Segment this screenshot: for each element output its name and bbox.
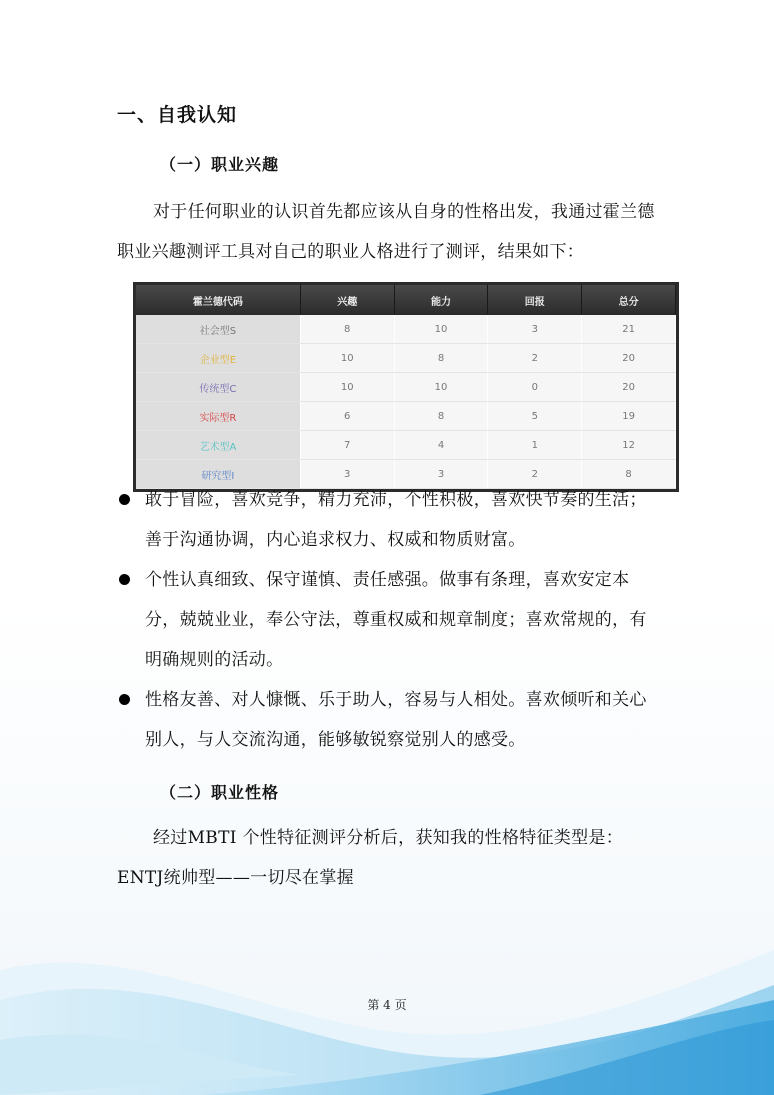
bullet-text: 性格友善、对人慷慨、乐于助人，容易与人相处。喜欢倾听和关心别人，与人交流沟通，能够敏锐察觉别人的感受。 — [145, 690, 647, 750]
bullet-text: 个性认真细致、保守谨慎、责任感强。做事有条理，喜欢安定本分，兢兢业业，奉公守法，尊重权威和规章制度；喜欢常规的，有明确规则的活动。 — [145, 570, 647, 670]
bullet-dot-icon — [119, 494, 130, 505]
cell-ability: 10 — [394, 315, 488, 344]
cell-total: 12 — [582, 431, 676, 460]
cell-ability: 3 — [394, 460, 488, 489]
bullet-dot-icon — [119, 574, 130, 585]
subsection-title-personality: （二）职业性格 — [160, 783, 280, 802]
cell-reward: 2 — [488, 344, 582, 373]
bullet-text: 敢于冒险，喜欢竞争，精力充沛，个性积极，喜欢快节奏的生活；善于沟通协调，内心追求权力、权威和物质财富。 — [145, 490, 647, 550]
table-row — [136, 344, 676, 373]
cell-reward: 5 — [488, 402, 582, 431]
bullet-dot-icon — [119, 694, 130, 705]
cell-code: 传统型C — [136, 373, 300, 402]
cell-interest: 10 — [300, 344, 394, 373]
cell-interest: 10 — [300, 373, 394, 402]
header-ability: 能力 — [394, 285, 488, 315]
cell-code: 社会型S — [136, 315, 300, 344]
cell-ability: 4 — [394, 431, 488, 460]
subsection-title-interest: （一）职业兴趣 — [160, 155, 280, 174]
cell-ability: 8 — [394, 402, 488, 431]
header-reward: 回报 — [488, 285, 582, 315]
table-row — [136, 315, 676, 344]
cell-reward: 3 — [488, 315, 582, 344]
cell-code: 研究型I — [136, 460, 300, 489]
cell-total: 21 — [582, 315, 676, 344]
cell-code: 艺术型A — [136, 431, 300, 460]
list-item — [117, 480, 662, 560]
header-code: 霍兰德代码 — [136, 285, 300, 315]
cell-reward: 1 — [488, 431, 582, 460]
table-row — [136, 431, 676, 460]
mbti-paragraph: 经过MBTI 个性特征测评分析后，获知我的性格特征类型是：ENTJ统帅型——一切尽在掌握 — [117, 828, 624, 888]
cell-code: 企业型E — [136, 344, 300, 373]
table-row — [136, 402, 676, 431]
cell-total: 20 — [582, 344, 676, 373]
header-interest: 兴趣 — [300, 285, 394, 315]
holland-code-table — [136, 285, 676, 489]
table-row — [136, 373, 676, 402]
page-number: 第 4 页 — [367, 998, 407, 1012]
list-item — [117, 560, 662, 680]
cell-interest: 8 — [300, 315, 394, 344]
cell-ability: 8 — [394, 344, 488, 373]
trait-bullet-list — [117, 480, 662, 760]
table-header-row — [136, 285, 676, 315]
list-item — [117, 680, 662, 760]
cell-total: 8 — [582, 460, 676, 489]
header-total: 总分 — [582, 285, 676, 315]
cell-total: 19 — [582, 402, 676, 431]
cell-reward: 0 — [488, 373, 582, 402]
cell-total: 20 — [582, 373, 676, 402]
cell-interest: 7 — [300, 431, 394, 460]
section-title: 一、自我认知 — [117, 104, 238, 126]
cell-code: 实际型R — [136, 402, 300, 431]
cell-reward: 2 — [488, 460, 582, 489]
cell-ability: 10 — [394, 373, 488, 402]
intro-paragraph: 对于任何职业的认识首先都应该从自身的性格出发，我通过霍兰德职业兴趣测评工具对自己的职业人格进行了测评，结果如下： — [117, 202, 655, 262]
cell-interest: 6 — [300, 402, 394, 431]
cell-interest: 3 — [300, 460, 394, 489]
